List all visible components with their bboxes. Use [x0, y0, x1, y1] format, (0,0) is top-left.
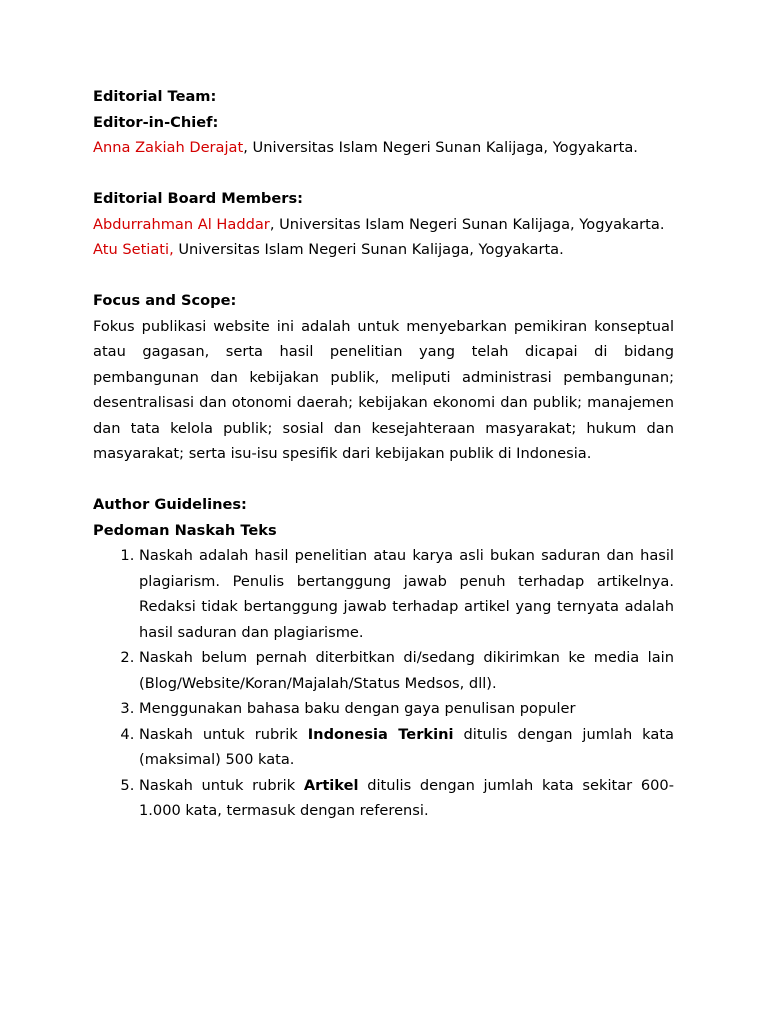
editor-in-chief-name: Anna Zakiah Derajat — [93, 139, 244, 156]
guideline-text: Naskah adalah hasil penelitian atau karya asli bukan saduran dan hasil plagiarism. Penulis bertanggung jawab penuh terhadap artikelnya. Redaksi tidak bertanggung jawab terhadap artikel yang ternyata adalah hasil saduran dan plagiarisme. — [139, 547, 674, 641]
spacer — [93, 467, 674, 493]
guideline-text-after: ditulis dengan jumlah kata (maksimal) 500 kata. — [139, 725, 674, 768]
board-member-name: Atu Setiati, — [93, 241, 174, 258]
guideline-item — [139, 696, 674, 722]
board-member-affiliation: Universitas Islam Negeri Sunan Kalijaga, Yogyakarta. — [173, 241, 564, 258]
guideline-item — [139, 645, 674, 696]
guideline-text: Menggunakan bahasa baku dengan gaya penulisan populer — [139, 700, 576, 717]
rubric-name: Artikel — [303, 776, 359, 794]
guidelines-list — [93, 543, 674, 824]
guideline-text-before: Naskah untuk rubrik — [139, 776, 304, 794]
board-member-entry — [93, 212, 674, 238]
guideline-item — [139, 722, 674, 773]
spacer — [93, 263, 674, 289]
focus-scope-body: Fokus publikasi website ini adalah untuk menyebarkan pemikiran konseptual atau gagasan, serta hasil penelitian yang telah dicapai di bidang pembangunan dan kebijakan publik, meliputi administrasi pembangunan; desentralisasi dan otonomi daerah; kebijakan ekonomi dan publik; manajemen dan tata kelola publik; sosial dan kesejahteraan masyarakat; hukum dan masyarakat; serta isu-isu spesifik dari kebijakan publik di Indonesia. — [93, 317, 674, 462]
rubric-name: Indonesia Terkini — [307, 725, 454, 743]
editor-in-chief-heading: Editor-in-Chief: — [93, 113, 219, 131]
guideline-item — [139, 543, 674, 645]
guidelines-subheading: Pedoman Naskah Teks — [93, 521, 277, 539]
editorial-team-heading: Editorial Team: — [93, 88, 217, 105]
guideline-item — [139, 773, 674, 824]
editor-in-chief-entry — [93, 135, 674, 161]
guideline-text: Naskah belum pernah diterbitkan di/sedang dikirimkan ke media lain (Blog/Website/Koran/Majalah/Status Medsos, dll). — [139, 649, 674, 692]
board-member-entry — [93, 237, 674, 263]
focus-scope-heading: Focus and Scope: — [93, 292, 237, 309]
editor-in-chief-affiliation: , Universitas Islam Negeri Sunan Kalijaga, Yogyakarta. — [243, 139, 638, 156]
editorial-board-heading: Editorial Board Members: — [93, 190, 303, 207]
guideline-text-before: Naskah untuk rubrik — [139, 725, 308, 743]
guideline-text-after: ditulis dengan jumlah kata sekitar 600-1.000 kata, termasuk dengan referensi. — [139, 776, 674, 819]
spacer — [93, 161, 674, 187]
board-member-name: Abdurrahman Al Haddar — [93, 215, 270, 233]
author-guidelines-heading: Author Guidelines: — [93, 496, 247, 513]
board-member-affiliation: , Universitas Islam Negeri Sunan Kalijaga, Yogyakarta. — [269, 215, 665, 233]
